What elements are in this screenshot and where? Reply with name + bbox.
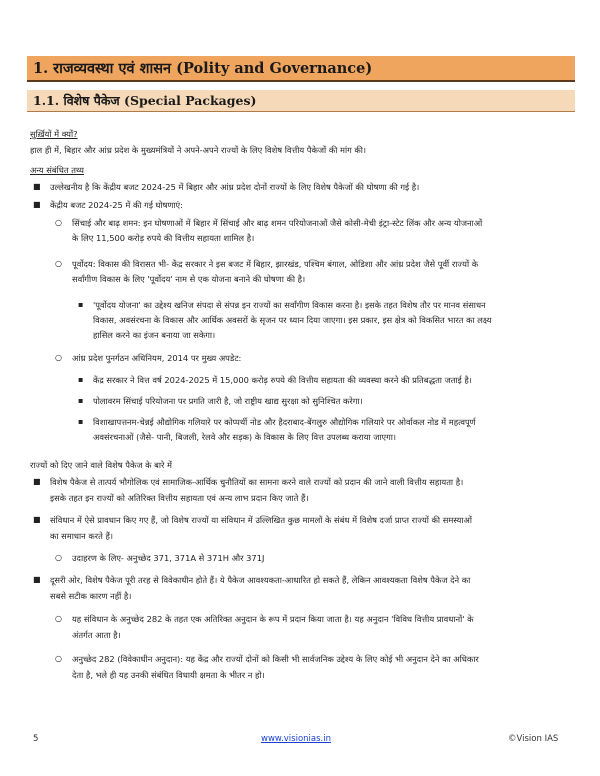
- page-number: 5: [33, 734, 39, 744]
- website-link[interactable]: www.visionias.in: [261, 734, 331, 744]
- list-item-continuation: विकास, अवसंरचना के विकास और आर्थिक अवसरों के सृजन पर ध्यान दिया जाएगा। इस प्रकार, इस क्षेत्र को विकसित भारत का लक्ष्य: [93, 315, 492, 325]
- list-item: अनुच्छेद 282 (विवेकाधीन अनुदान): यह केंद्र और राज्यों दोनों को किसी भी सार्वजनिक उद्देश्य के लिए कोई भी अनुदान देने का अधिकार: [72, 654, 479, 664]
- intro-text: हाल ही में, बिहार और आंध्र प्रदेश के मुख्यमंत्रियों ने अपने-अपने राज्यों के लिए विशेष वित्तीय पैकेजों की मांग की।: [30, 145, 367, 155]
- bullet-square-icon: ■: [33, 182, 41, 191]
- why-in-news-label: सुर्ख़ियों में क्यों?: [30, 129, 78, 139]
- bullet-square-icon: ▪: [78, 396, 84, 405]
- list-item-continuation: सर्वांगीण विकास के लिए 'पूर्वोदय' नाम से एक योजना बनाने की घोषणा की है।: [72, 274, 306, 284]
- bullet-square-icon: ■: [33, 575, 41, 584]
- section-heading: 1. राजव्यवस्था एवं शासन (Polity and Governance): [27, 56, 575, 82]
- bullet-square-icon: ■: [33, 515, 41, 524]
- list-item: पूर्वोदय: विकास की विरासत भी- केंद्र सरकार ने इस बजट में बिहार, झारखंड, पश्चिम बंगाल, ओडिशा और आंध्र प्रदेश जैसे पूर्वी राज्यों के: [72, 259, 479, 269]
- list-item-continuation: सबसे सटीक कारण नहीं है।: [50, 591, 132, 601]
- bullet-circle-icon: ○: [55, 353, 62, 362]
- bullet-circle-icon: ○: [55, 654, 62, 663]
- bullet-square-icon: ▪: [78, 300, 84, 309]
- list-item: केंद्रीय बजट 2024-25 में की गई घोषणाएं:: [50, 200, 183, 210]
- list-item: सिंचाई और बाढ़ शमन: इन घोषणाओं में बिहार में सिंचाई और बाढ़ शमन परियोजनाओं जैसे कोसी-मेची इंट्रा-स्टेट लिंक और अन्य योजनाओं: [72, 218, 483, 228]
- list-item-continuation: हासिल करने का इंजन बनाया जा सकेगा।: [93, 330, 216, 340]
- bullet-circle-icon: ○: [55, 218, 62, 227]
- list-item: उल्लेखनीय है कि केंद्रीय बजट 2024-25 में बिहार और आंध्र प्रदेश दोनों राज्यों के लिए विशेष पैकेजों की घोषणा की गई है।: [50, 182, 420, 192]
- list-item: दूसरी ओर, विशेष पैकेज पूरी तरह से विवेकाधीन होते हैं। ये पैकेज आवश्यकता-आधारित हो सकते हैं, लेकिन आवश्यकता विशेष पैकेज देने का: [50, 575, 471, 585]
- bullet-circle-icon: ○: [55, 614, 62, 623]
- list-item: यह संविधान के अनुच्छेद 282 के तहत एक अतिरिक्त अनुदान के रूप में प्रदान किया जाता है। यह अनुदान 'विविध वित्तीय प्रावधानों' के: [72, 614, 474, 624]
- list-item: विशेष पैकेज से तात्पर्य भौगोलिक एवं सामाजिक-आर्थिक चुनौतियों का सामना करने वाले राज्यों को प्रदान की जाने वाली वित्तीय सहायता है।: [50, 477, 464, 487]
- bullet-square-icon: ■: [33, 477, 41, 486]
- list-item: संविधान में ऐसे प्रावधान किए गए हैं, जो विशेष राज्यों या संविधान में उल्लिखित कुछ मामलों के संबंध में विशेष दर्जा प्राप्त राज्यों की समस्याओं: [50, 515, 472, 525]
- list-item-continuation: देता है, भले ही यह उनकी संबंधित विधायी क्षमता के भीतर न हो।: [72, 670, 265, 680]
- list-item-continuation: इसके तहत इन राज्यों को अतिरिक्त वित्तीय सहायता एवं अन्य लाभ प्रदान किए जाते हैं।: [50, 493, 309, 503]
- bullet-square-icon: ▪: [78, 417, 84, 426]
- copyright-text: ©Vision IAS: [508, 734, 559, 744]
- subsection-heading: 1.1. विशेष पैकेज (Special Packages): [27, 90, 575, 112]
- list-item-continuation: अवसंरचनाओं (जैसे- पानी, बिजली, रेलवे और सड़क) के विकास के लिए वित्त उपलब्ध कराया जाएगा।: [93, 432, 397, 442]
- other-facts-label: अन्य संबंधित तथ्य: [30, 165, 84, 175]
- bullet-circle-icon: ○: [55, 259, 62, 268]
- list-item-continuation: के लिए 11,500 करोड़ रुपये की वित्तीय सहायता शामिल है।: [72, 233, 255, 243]
- bullet-circle-icon: ○: [55, 553, 62, 562]
- about-label: राज्यों को दिए जाने वाले विशेष पैकेज के बारे में: [30, 460, 173, 470]
- bullet-square-icon: ■: [33, 200, 41, 209]
- list-item: उदाहरण के लिए- अनुच्छेद 371, 371A से 371H और 371J: [72, 553, 265, 563]
- list-item: केंद्र सरकार ने वित्त वर्ष 2024-2025 में 15,000 करोड़ रुपये की वित्तीय सहायता की व्यवस्था करने की प्रतिबद्धता जताई है।: [93, 375, 472, 385]
- bullet-square-icon: ▪: [78, 375, 84, 384]
- list-item: 'पूर्वोदय योजना' का उद्देश्य खनिज संपदा से संपन्न इन राज्यों का सर्वांगीण विकास करना है। इसके तहत विशेष तौर पर मानव संसाधन: [93, 300, 486, 310]
- list-item: विशाखापत्तनम-चेन्नई औद्योगिक गलियारे पर कोप्पर्थी नोड और हैदराबाद-बेंगलुरु औद्योगिक गलियारे पर ओर्वाकल नोड में महत्वपूर्ण: [93, 417, 476, 427]
- list-item-continuation: अंतर्गत आता है।: [72, 630, 121, 640]
- list-item-continuation: का समाधान करते हैं।: [50, 531, 114, 541]
- list-item: आंध्र प्रदेश पुनर्गठन अधिनियम, 2014 पर मुख्य अपडेट:: [72, 353, 242, 363]
- list-item: पोलावरम सिंचाई परियोजना पर प्रगति जारी है, जो राष्ट्रीय खाद्य सुरक्षा को सुनिश्चित करेगा।: [93, 396, 363, 406]
